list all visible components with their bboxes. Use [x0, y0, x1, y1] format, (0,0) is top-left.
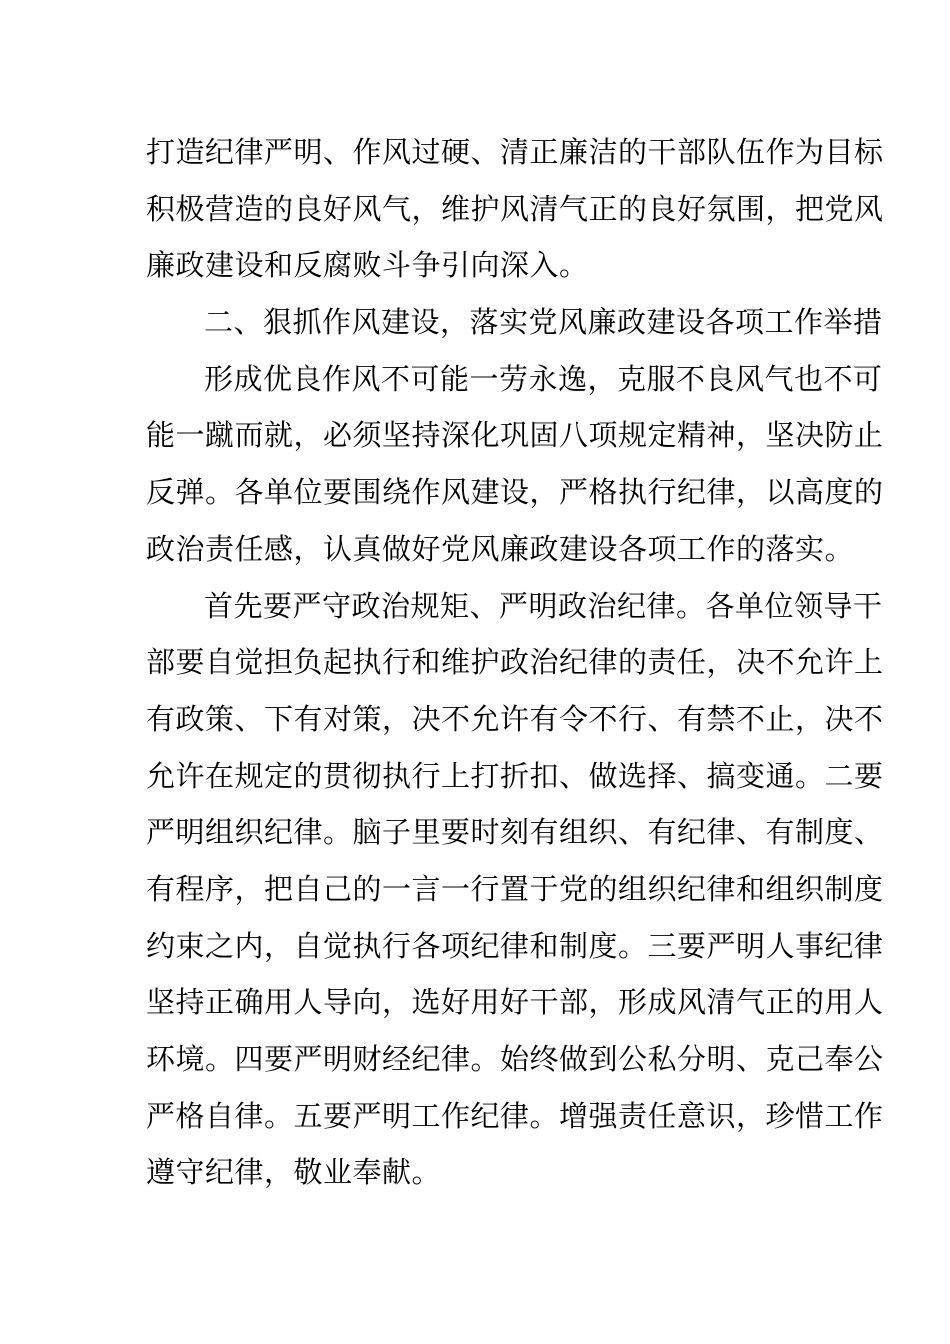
- section-heading: 二、狠抓作风建设，落实党风廉政建设各项工作举措: [204, 305, 883, 340]
- text-line: 环境。四要严明财经纪律。始终做到公私分明、克己奉公: [146, 1042, 884, 1076]
- text-line: 有程序，把自己的一言一行置于党的组织纪律和组织制度: [146, 871, 884, 906]
- text-line: 约束之内，自觉执行各项纪律和制度。三要严明人事纪律: [146, 928, 884, 963]
- text-line: 坚持正确用人导向，选好用好干部，形成风清气正的用人: [146, 985, 884, 1020]
- text-line: 严明组织纪律。脑子里要时刻有组织、有纪律、有制度、: [146, 815, 884, 850]
- document-body: [146, 124, 884, 1201]
- text-line: 首先要严守政治规矩、严明政治纪律。各单位领导干: [204, 588, 883, 623]
- text-line: 反弹。各单位要围绕作风建设，严格执行纪律，以高度的: [146, 475, 884, 510]
- text-line: 允许在规定的贯彻执行上打折扣、做选择、搞变通。二要: [146, 758, 884, 793]
- text-line: 部要自觉担负起执行和维护政治纪律的责任，决不允许上: [146, 645, 884, 680]
- text-line: 遵守纪律，敬业奉献。: [146, 1155, 442, 1190]
- text-line: 能一蹴而就，必须坚持深化巩固八项规定精神，坚决防止: [146, 418, 884, 453]
- text-line: 积极营造的良好风气，维护风清气正的良好氛围，把党风: [146, 191, 884, 226]
- text-line: 严格自律。五要严明工作纪律。增强责任意识，珍惜工作: [146, 1098, 884, 1133]
- text-line: 政治责任感，认真做好党风廉政建设各项工作的落实。: [146, 531, 855, 566]
- text-line: 廉政建设和反腐败斗争引向深入。: [146, 248, 589, 283]
- text-line: 有政策、下有对策，决不允许有令不行、有禁不止，决不: [146, 701, 884, 736]
- text-line: 打造纪律严明、作风过硬、清正廉洁的干部队伍作为目标: [146, 135, 884, 169]
- text-line: 形成优良作风不可能一劳永逸，克服不良风气也不可: [204, 361, 883, 396]
